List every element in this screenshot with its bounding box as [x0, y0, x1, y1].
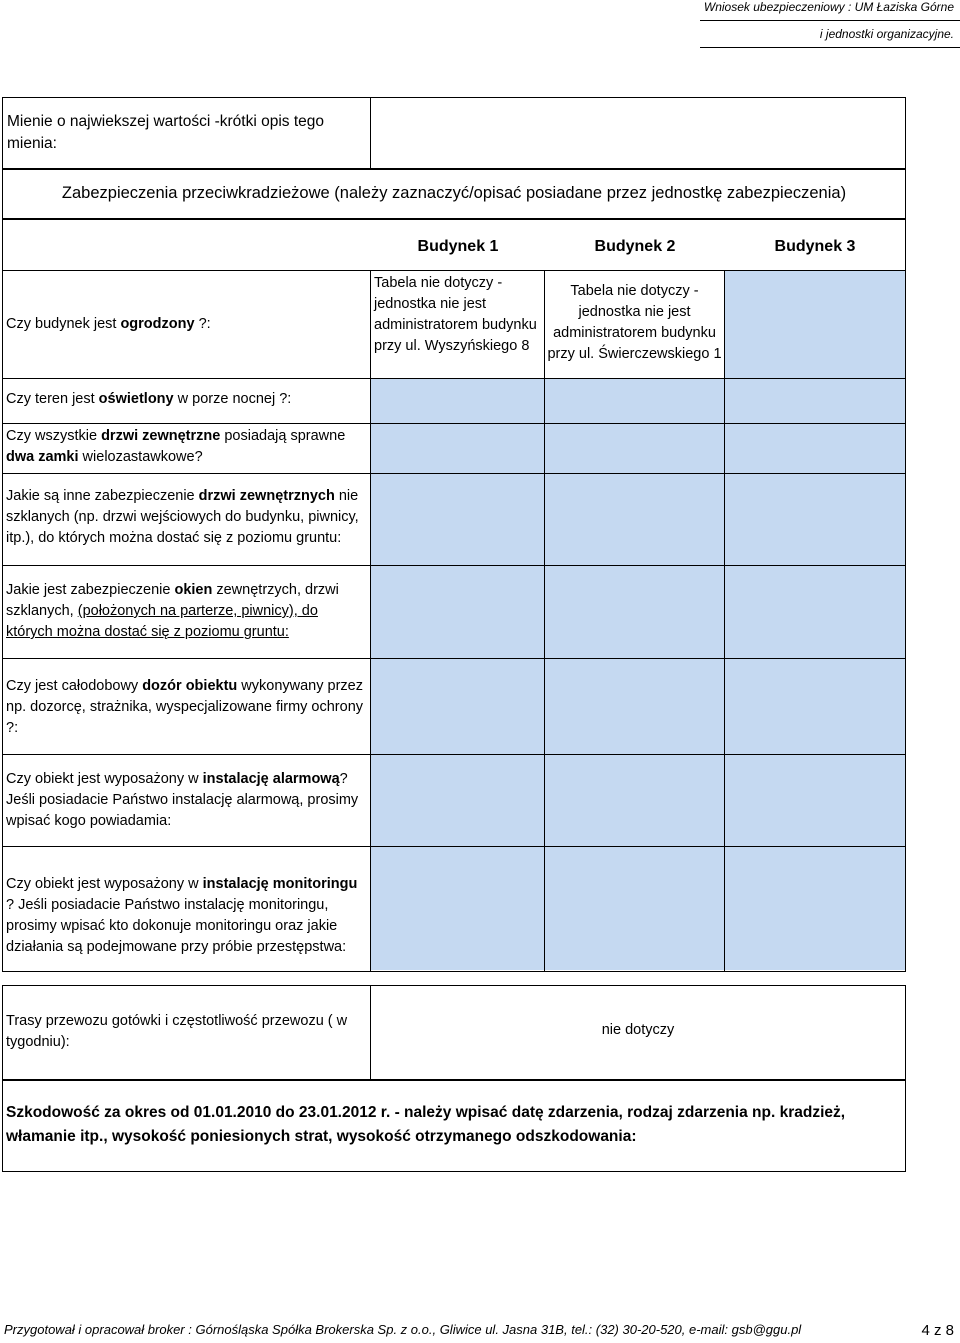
transport-value[interactable]: nie dotyczy	[601, 1022, 675, 1038]
document-header-line2: i jednostki organizacyjne.	[819, 27, 954, 41]
question-door-security: Jakie są inne zabezpieczenie drzwi zewnętrznych nie szklanych (np. drzwi wejściowych do budynku, piwnicy, itp.), do których można dostać się z poziomu gruntu:	[6, 488, 359, 546]
building-3-header: Budynek 3	[774, 238, 856, 255]
page-number: 4 z 8	[921, 1322, 954, 1339]
header-divider	[700, 47, 960, 48]
losses-label: Szkodowość za okres od 01.01.2010 do 23.01.2012 r. - należy wpisać datę zdarzenia, rodzaj zdarzenia np. kradzież, włamanie itp., wysokość poniesionych strat, wysokość otrzymanego odszkodowania:	[6, 1104, 846, 1145]
building-2-note: Tabela nie dotyczy - jednostka nie jest administratorem budynku przy ul. Świerczewskiego 1	[547, 283, 722, 362]
building-3-q1-cell[interactable]	[725, 271, 905, 378]
question-fenced: Czy budynek jest ogrodzony ?:	[6, 316, 211, 332]
question-windows: Jakie jest zabezpieczenie okien zewnętrzych, drzwi szklanych, (położonych na parterze, piwnicy), do których można dostać się z poziomu gruntu:	[6, 582, 339, 640]
transport-label: Trasy przewozu gotówki i częstotliwość przewozu ( w tygodniu):	[6, 1013, 348, 1050]
footer-text: Przygotował i opracował broker : Górnośląska Spółka Brokerska Sp. z o.o., Gliwice ul. Jasna 31B, tel.: (32) 30-20-520, e-mail: gsb@ggu.pl	[4, 1322, 802, 1337]
buildings-answer-area[interactable]	[371, 378, 905, 970]
question-monitoring: Czy obiekt jest wyposażony w instalację monitoringu ? Jeśli posiadacie Państwo instalację monitoringu, prosimy wpisać kto dokonuje monitoringu oraz jakie działania są podejmowane przy próbie przestępstwa:	[6, 876, 358, 955]
section-title: Zabezpieczenia przeciwkradzieżowe (należy zaznaczyć/opisać posiadane przez jednostkę zabezpieczenia)	[61, 184, 847, 202]
question-alarm: Czy obiekt jest wyposażony w instalację alarmową? Jeśli posiadacie Państwo instalację alarmową, prosimy wpisać kogo powiadamia:	[6, 771, 359, 829]
building-1-header: Budynek 1	[417, 238, 499, 255]
question-supervision: Czy jest całodobowy dozór obiektu wykonywany przez np. dozorcę, strażnika, wyspecjalizowane firmy ochrony ?:	[6, 678, 364, 736]
document-header-line1: Wniosek ubezpieczeniowy : UM Łaziska Górne	[703, 0, 954, 14]
question-door-locks: Czy wszystkie drzwi zewnętrzne posiadają sprawne dwa zamki wielozastawkowe?	[6, 428, 346, 465]
mienie-input[interactable]	[371, 98, 904, 168]
building-1-note: Tabela nie dotyczy - jednostka nie jest administratorem budynku przy ul. Wyszyńskiego 8	[374, 275, 537, 354]
question-lighting: Czy teren jest oświetlony w porze nocnej ?:	[6, 391, 292, 407]
building-2-header: Budynek 2	[594, 238, 676, 255]
header-divider	[700, 20, 960, 21]
mienie-label: Mienie o najwiekszej wartości -krótki opis tego mienia:	[7, 113, 325, 152]
